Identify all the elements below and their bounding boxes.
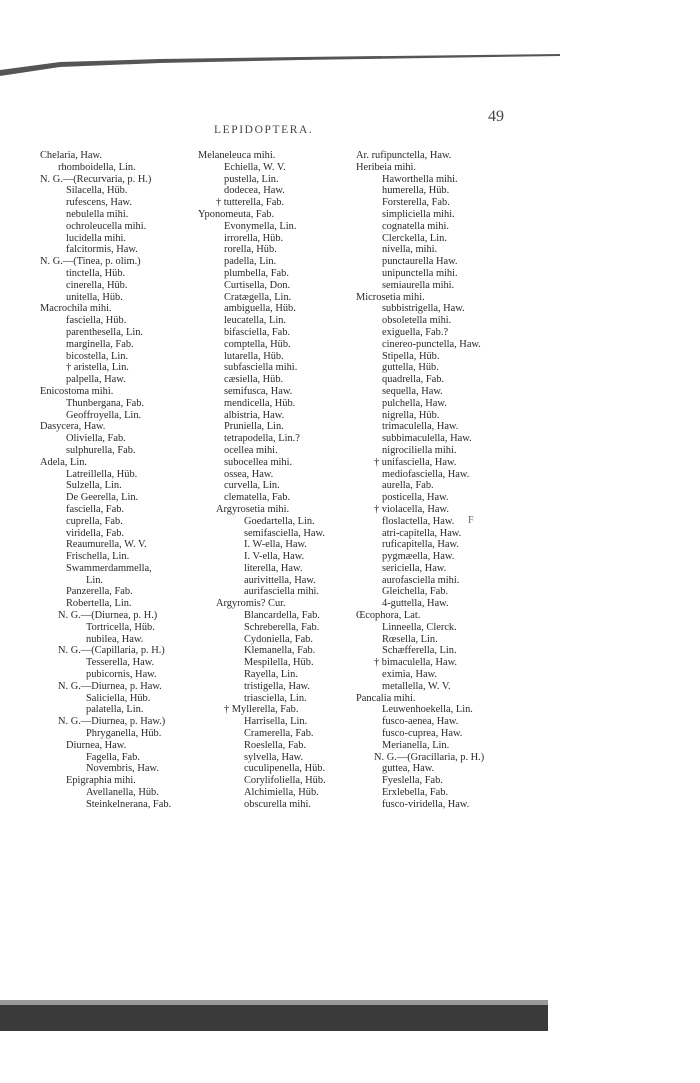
entry: ambiguella, Hüb.	[224, 303, 296, 315]
entry: Yponomeuta, Fab.	[198, 208, 275, 220]
entry: Tortricella, Hüb.	[86, 621, 155, 633]
entry: Chelaria, Haw.	[40, 150, 102, 161]
entry: tinctella, Hüb.	[66, 267, 126, 279]
entry: nivella, mihi.	[382, 244, 438, 256]
entry: humerella, Hüb.	[382, 185, 450, 197]
entry: Cydoniella, Fab.	[244, 633, 313, 645]
entry: simpliciella mihi.	[382, 208, 455, 220]
entry: sericiella, Haw.	[382, 562, 447, 574]
entry: mediofasciella, Haw.	[382, 468, 470, 480]
entry: Schreberella, Fab.	[244, 621, 320, 633]
entry: obscurella mihi.	[244, 798, 311, 810]
entry: pulchella, Haw.	[382, 397, 447, 409]
entry: N. G.—(Recurvaria, p. H.)	[40, 173, 152, 185]
entry: guttea, Haw.	[382, 763, 435, 775]
entry: ossea, Haw.	[224, 468, 274, 480]
entry: Enicostoma mihi.	[40, 385, 114, 397]
entry: Melaneleuca mihi.	[198, 150, 276, 161]
entry: I. W-ella, Haw.	[244, 539, 307, 551]
entry: tetrapodella, Lin.?	[224, 433, 300, 445]
entry: † Myllerella, Fab.	[224, 704, 299, 716]
entry: Cratægella, Lin.	[224, 291, 292, 303]
entry: Swammerdammella,	[66, 562, 152, 574]
entry: Tesserella, Haw.	[86, 657, 155, 669]
entry: subfasciella mihi.	[224, 362, 298, 374]
entry: subbistrigella, Haw.	[382, 303, 465, 315]
entry: floslactella, Haw.	[382, 515, 455, 527]
entry: mendicella, Hüb.	[224, 397, 296, 409]
entry: nigrella, Hüb.	[382, 409, 440, 421]
column-1	[40, 150, 171, 811]
entry: triasciella, Lin.	[244, 692, 307, 704]
entry: atri-capitella, Haw.	[382, 527, 462, 539]
entry: Heribeia mihi.	[356, 161, 417, 173]
entry: clematella, Fab.	[224, 492, 291, 504]
entry: marginella, Fab.	[66, 338, 134, 350]
entry: irrorella, Hüb.	[224, 232, 284, 244]
entry: unipunctella mihi.	[382, 267, 458, 279]
entry: pygmæella, Haw.	[382, 551, 455, 563]
entry: N. G.—(Tinea, p. olim.)	[40, 256, 141, 268]
entry: dodecea, Haw.	[224, 185, 285, 197]
entry: trimaculella, Haw.	[382, 421, 459, 433]
entry: ruficapitella, Haw.	[382, 539, 459, 551]
entry: Curtisella, Don.	[224, 279, 291, 291]
entry: bicostella, Lin.	[66, 350, 129, 362]
entry: Frischella, Lin.	[66, 551, 130, 563]
entry: curvella, Lin.	[224, 480, 280, 492]
entry: cinereo-punctella, Haw.	[382, 338, 481, 350]
entry: rhomboidella, Lin.	[58, 161, 136, 173]
entry: aurifasciella mihi.	[244, 586, 320, 598]
entry: † unifasciella, Haw.	[374, 456, 457, 468]
entry: obsoletella mihi.	[382, 315, 452, 327]
entry: Steinkelnerana, Fab.	[86, 798, 172, 810]
column-3	[356, 150, 484, 811]
signature-mark: F	[468, 515, 474, 526]
entry: Blancardella, Fab.	[244, 610, 320, 622]
entry: N. G.—(Gracillaria, p. H.)	[374, 751, 485, 763]
entry: Thunbergana, Fab.	[66, 397, 145, 409]
entry: Phryganella, Hüb.	[86, 728, 162, 740]
entry: N. G.—Diurnea, p. Haw.	[58, 680, 162, 692]
entry: † violacella, Haw.	[374, 503, 449, 515]
entry: albistria, Haw.	[224, 409, 285, 421]
entry: sulphurella, Fab.	[66, 444, 136, 456]
entry: Klemanella, Fab.	[244, 645, 316, 657]
entry: rorella, Hüb.	[224, 244, 277, 256]
entry: Oliviella, Fab.	[66, 433, 126, 445]
entry: Lin.	[86, 574, 104, 586]
entry: fasciella, Fab.	[66, 503, 124, 515]
entry: fusco-cuprea, Haw.	[382, 728, 463, 740]
page-number: 49	[488, 108, 504, 125]
entry: Novembris, Haw.	[86, 763, 159, 775]
bottom-edge-shadow	[0, 1005, 548, 1031]
entry: Panzerella, Fab.	[66, 586, 133, 598]
entry: palpella, Haw.	[66, 374, 126, 386]
entry: Forsterella, Fab.	[382, 197, 450, 209]
entry: posticella, Haw.	[382, 492, 449, 504]
entry: Macrochila mihi.	[40, 303, 112, 315]
entry: lutarella, Hüb.	[224, 350, 284, 362]
entry: tristigella, Haw.	[244, 680, 310, 692]
entry: punctaurella Haw.	[382, 256, 458, 268]
entry: Fyeslella, Fab.	[382, 775, 443, 787]
top-edge-shadow	[0, 54, 560, 76]
entry: Echiella, W. V.	[224, 161, 286, 173]
entry: Diurnea, Haw.	[66, 739, 127, 751]
entry: Rayella, Lin.	[244, 669, 298, 681]
entry: Argyrosetia mihi.	[216, 503, 290, 515]
entry: Dasycera, Haw.	[40, 421, 106, 433]
running-head: LEPIDOPTERA.	[214, 124, 314, 136]
entry: viridella, Fab.	[66, 527, 125, 539]
entry: cæsiella, Hüb.	[224, 374, 284, 386]
entry: Silacella, Hüb.	[66, 185, 128, 197]
entry: exiguella, Fab.?	[382, 326, 449, 338]
entry: plumbella, Fab.	[224, 267, 289, 279]
entry: semifusca, Haw.	[224, 385, 293, 397]
entry: Erxlebella, Fab.	[382, 787, 449, 799]
entry: Robertella, Lin.	[66, 598, 132, 610]
entry: Evonymella, Lin.	[224, 220, 297, 232]
entry: aurivittella, Haw.	[244, 574, 316, 586]
entry: Latreillella, Hüb.	[66, 468, 138, 480]
entry: padella, Lin.	[224, 256, 277, 268]
entry: Clerckella, Lin.	[382, 232, 447, 244]
entry: subbimaculella, Haw.	[382, 433, 472, 445]
column-2	[198, 150, 326, 811]
entry: Goedartella, Lin.	[244, 515, 315, 527]
entry: fusco-viridella, Haw.	[382, 798, 470, 810]
entry: fusco-aenea, Haw.	[382, 716, 459, 728]
entry: quadrella, Fab.	[382, 374, 445, 386]
entry: Pancalia mihi.	[356, 692, 416, 704]
entry: Cramerella, Fab.	[244, 728, 314, 740]
entry: Fagella, Fab.	[86, 751, 140, 763]
entry: guttella, Hüb.	[382, 362, 439, 374]
entry: eximia, Haw.	[382, 669, 438, 681]
entry: subocellea mihi.	[224, 456, 293, 468]
entry: Leuwenhoekella, Lin.	[382, 704, 473, 716]
entry: comptella, Hüb.	[224, 338, 291, 350]
entry: aurofasciella mihi.	[382, 574, 460, 586]
entry: N. G.—(Capillaria, p. H.)	[58, 645, 165, 657]
entry: † bimaculella, Haw.	[374, 657, 457, 669]
entry: I. V-ella, Haw.	[244, 551, 305, 563]
entry: † aristella, Lin.	[66, 362, 129, 374]
entry: nebulella mihi.	[66, 208, 129, 220]
entry: pustella, Lin.	[224, 173, 279, 185]
entry: Pruniella, Lin.	[224, 421, 284, 433]
entry: Argyromis? Cur.	[216, 598, 286, 610]
entry: N. G.—Diurnea, p. Haw.)	[58, 716, 166, 728]
entry: ocellea mihi.	[224, 444, 278, 456]
entry: bifasciella, Fab.	[224, 326, 291, 338]
entry: parenthesella, Lin.	[66, 326, 144, 338]
entry: Rœsella, Lin.	[382, 633, 438, 645]
entry: sylvella, Haw.	[244, 751, 304, 763]
entry: Microsetia mihi.	[356, 291, 425, 303]
entry: Saliciella, Hüb.	[86, 692, 151, 704]
entry: metallella, W. V.	[382, 680, 451, 692]
entry: Mespilella, Hüb.	[244, 657, 314, 669]
entry: N. G.—(Diurnea, p. H.)	[58, 610, 158, 622]
entry: Schæfferella, Lin.	[382, 645, 457, 657]
entry: ochroleucella mihi.	[66, 220, 147, 232]
entry: Linneella, Clerck.	[382, 621, 457, 633]
entry: Avellanella, Hüb.	[86, 787, 159, 799]
entry: Harrisella, Lin.	[244, 716, 308, 728]
entry: aurella, Fab.	[382, 480, 434, 492]
entry: Haworthella mihi.	[382, 173, 458, 185]
entry: leucatella, Lin.	[224, 315, 287, 327]
entry: sequella, Haw.	[382, 385, 443, 397]
entry: falcitormis, Haw.	[66, 244, 138, 256]
entry: rufescens, Haw.	[66, 197, 132, 209]
entry: cinerella, Hüb.	[66, 279, 128, 291]
entry: lucidella mihi.	[66, 232, 127, 244]
entry: 4-guttella, Haw.	[382, 598, 449, 610]
entry: nubilea, Haw.	[86, 633, 144, 645]
entry: nigrociliella mihi.	[382, 444, 457, 456]
entry: semiaurella mihi.	[382, 279, 455, 291]
entry: Epigraphia mihi.	[66, 775, 136, 787]
entry: unitella, Hüb.	[66, 291, 123, 303]
entry: semifasciella, Haw.	[244, 527, 325, 539]
entry: De Geerella, Lin.	[66, 492, 139, 504]
entry: Stipella, Hüb.	[382, 350, 440, 362]
entry: Roeslella, Fab.	[244, 739, 307, 751]
entry: Geoffroyella, Lin.	[66, 409, 142, 421]
entry: Corylifoliella, Hüb.	[244, 775, 326, 787]
entry: fasciella, Hüb.	[66, 315, 127, 327]
entry: palatella, Lin.	[86, 704, 144, 716]
entry: literella, Haw.	[244, 562, 303, 574]
entry: † tutterella, Fab.	[216, 197, 285, 209]
entry: Ar. rufipunctella, Haw.	[356, 150, 452, 161]
entry: Œcophora, Lat.	[356, 610, 421, 622]
entry: pubicornis, Haw.	[86, 669, 157, 681]
entry: cuculipenella, Hüb.	[244, 763, 326, 775]
entry: Sulzella, Lin.	[66, 480, 122, 492]
entry: Alchimiella, Hüb.	[244, 787, 319, 799]
entry: cognatella mihi.	[382, 220, 449, 232]
entry: Adela, Lin.	[40, 456, 88, 468]
entry: Reaumurella, W. V.	[66, 539, 147, 551]
entry: cuprella, Fab.	[66, 515, 123, 527]
entry: Merianella, Lin.	[382, 739, 450, 751]
entry: Gleichella, Fab.	[382, 586, 449, 598]
